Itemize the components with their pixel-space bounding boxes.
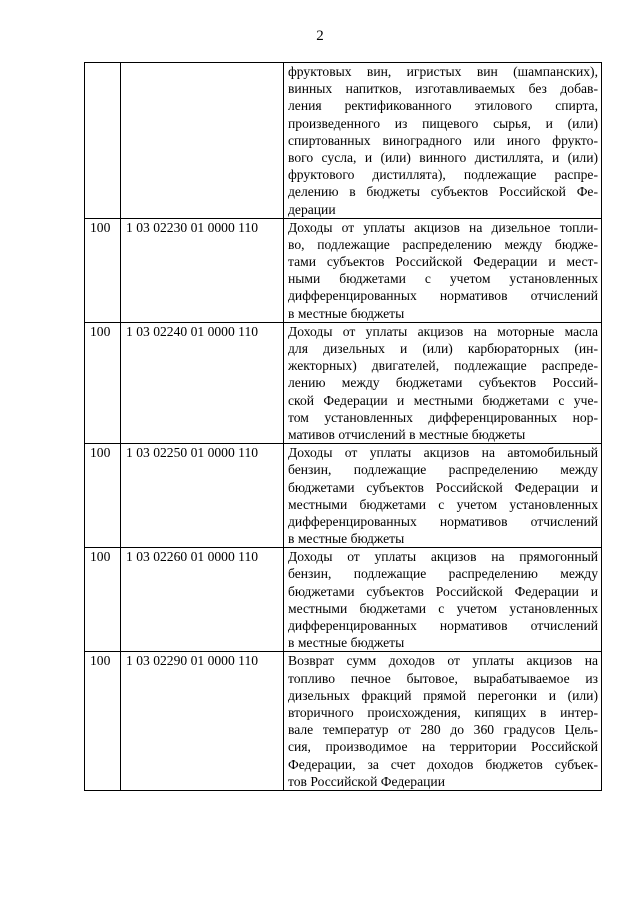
description-line: спиртованных виноградного или иного фрукто- (288, 132, 598, 148)
table-row (85, 444, 602, 548)
description-line: топливо печное бытовое, вырабатываемое из (288, 670, 598, 686)
table-row (85, 548, 602, 652)
description-line: дерации (288, 201, 336, 217)
description-line: лению между бюджетами субъектов Россий- (288, 375, 598, 391)
description-line: винных напитков, изготавливаемых без добав- (288, 81, 598, 97)
description-cell (284, 218, 602, 322)
description-line: вторичного происхождения, кипящих в интер- (288, 704, 598, 720)
description-line: местными бюджетами с учетом установленных (288, 496, 598, 512)
description-line: ской Федерации и местными бюджетами с уче- (288, 392, 598, 408)
table-row (85, 322, 602, 443)
revenue-codes-table (84, 62, 602, 791)
description-line: фруктового дистиллята), подлежащие распре- (288, 167, 598, 183)
description-cell (284, 322, 602, 443)
description-line: жекторных) двигателей, подлежащие распреде- (288, 358, 598, 374)
description-line: дифференцированных нормативов отчислений (288, 288, 598, 304)
admin-code-cell: 100 (85, 548, 121, 652)
description-line: произведенного из пищевого сырья, и (или) (288, 115, 598, 131)
description-line: во, подлежащие распределению между бюдже- (288, 236, 598, 252)
description-line: Доходы от уплаты акцизов на дизельное топли- (288, 219, 598, 235)
description-line: дифференцированных нормативов отчислений (288, 618, 598, 633)
description-line: Доходы от уплаты акцизов на моторные масла (288, 323, 598, 339)
kbk-code-cell: 1 03 02230 01 0000 110 (121, 218, 284, 322)
description-line: бензин, подлежащие распределению между (288, 566, 598, 582)
admin-code-cell: 100 (85, 218, 121, 322)
description-line: ления ректификованного этилового спирта, (288, 98, 598, 114)
admin-code-cell: 100 (85, 322, 121, 443)
table-row (85, 652, 602, 791)
kbk-code-cell: 1 03 02260 01 0000 110 (121, 548, 284, 652)
description-line: ными бюджетами с учетом установленных (288, 271, 598, 287)
description-line: в местные бюджеты (288, 635, 405, 651)
description-line: Доходы от уплаты акцизов на автомобильный (288, 445, 598, 461)
description-cell (284, 548, 602, 652)
description-line: том установленных дифференцированных нор- (288, 409, 598, 425)
description-line: бензин, подлежащие распределению между (288, 462, 598, 478)
table-body (85, 63, 602, 791)
page-number: 2 (316, 28, 324, 44)
admin-code-cell: 100 (85, 652, 121, 791)
kbk-code-cell: 1 03 02290 01 0000 110 (121, 652, 284, 791)
description-cell (284, 652, 602, 791)
description-line: для дизельных и (или) карбюраторных (ин- (288, 341, 598, 356)
description-line: местными бюджетами с учетом установленных (288, 600, 598, 616)
description-line: вого сусла, и (или) винного дистиллята, и (или) (288, 149, 598, 165)
description-line: тов Российской Федерации (288, 773, 445, 789)
admin-code-cell: 100 (85, 444, 121, 548)
admin-code-cell (85, 63, 121, 219)
description-line: делению в бюджеты субъектов Российской Фе- (288, 184, 598, 200)
description-line: в местные бюджеты (288, 305, 405, 321)
description-cell (284, 63, 602, 219)
description-line: дифференцированных нормативов отчислений (288, 513, 598, 529)
description-line: мативов отчислений в местные бюджеты (288, 426, 526, 442)
description-line: Доходы от уплаты акцизов на прямогонный (288, 549, 598, 565)
description-line: бюджетами субъектов Российской Федерации и (288, 479, 598, 495)
description-line: фруктовых вин, игристых вин (шампанских), (288, 64, 598, 79)
description-line: Федерации, за счет доходов бюджетов субъек- (288, 756, 598, 772)
table-row (85, 63, 602, 219)
kbk-code-cell: 1 03 02250 01 0000 110 (121, 444, 284, 548)
kbk-code-cell (121, 63, 284, 219)
description-line: дизельных фракций прямой перегонки и (или) (288, 687, 598, 703)
table-row (85, 218, 602, 322)
description-line: в местные бюджеты (288, 531, 405, 547)
description-line: сия, производимое на территории Российской (288, 739, 598, 755)
kbk-code-cell: 1 03 02240 01 0000 110 (121, 322, 284, 443)
description-cell (284, 444, 602, 548)
description-line: вале температур от 280 до 360 градусов Цель- (288, 722, 598, 738)
description-line: тами субъектов Российской Федерации и мест- (288, 254, 598, 270)
description-line: бюджетами субъектов Российской Федерации и (288, 583, 598, 599)
description-line: Возврат сумм доходов от уплаты акцизов на (288, 653, 598, 669)
